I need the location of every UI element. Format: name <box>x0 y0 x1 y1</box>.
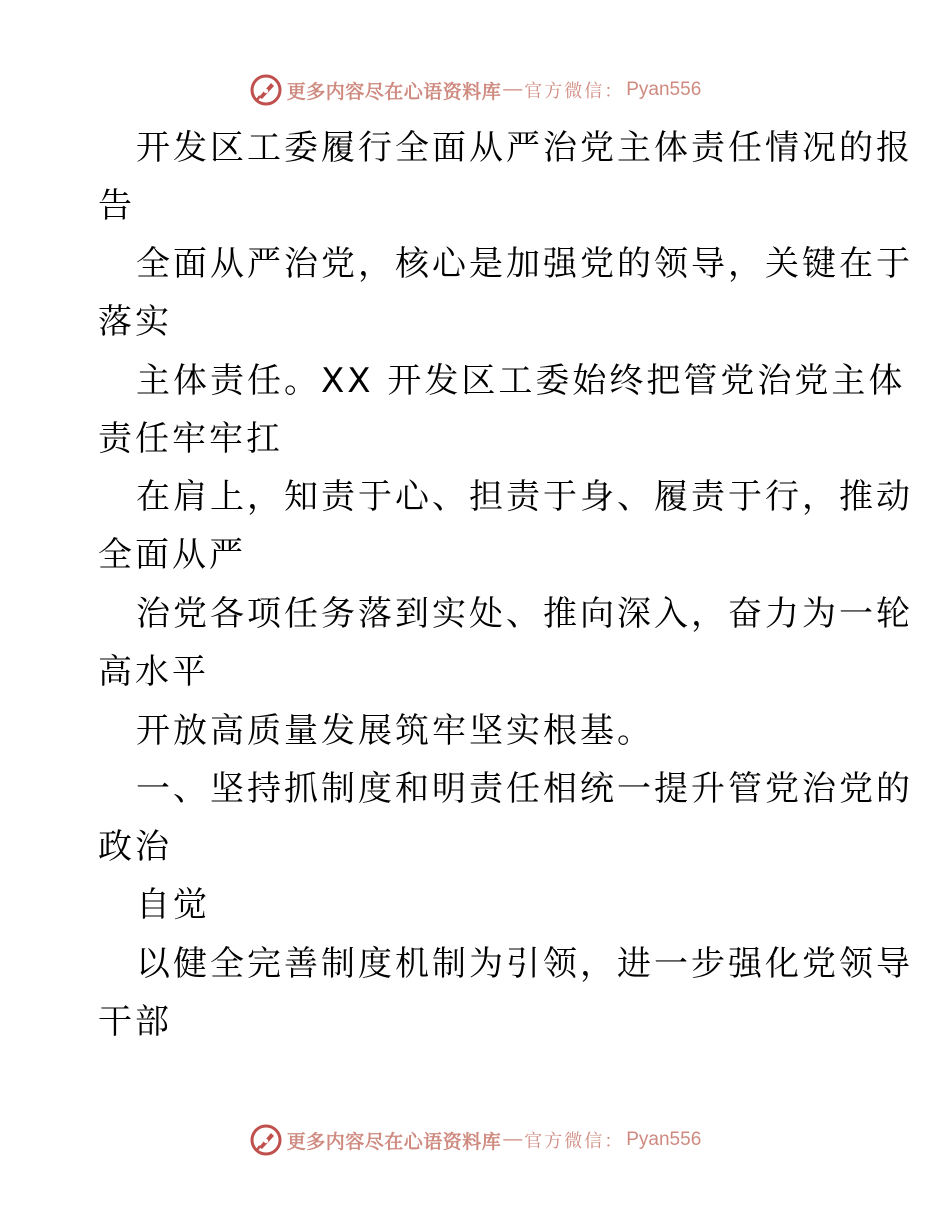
text-line: 以健全完善制度机制为引领，进一步强化党领导 <box>136 944 913 984</box>
text-line: 干部 <box>98 1002 172 1042</box>
text-line: 开放高质量发展筑牢坚实根基。 <box>136 711 654 751</box>
text-line: 在肩上，知责于心、担责于身、履责于行，推动 <box>136 477 913 517</box>
pen-nib-logo-icon <box>249 73 283 107</box>
text-line: 开发区工委履行全面从严治党主体责任情况的报 <box>136 128 913 168</box>
header-banner <box>0 68 950 112</box>
banner-text: 更多内容尽在心语资料库 <box>286 80 502 103</box>
wechat-id: Pyan556 <box>626 1129 702 1150</box>
section-heading: 政治 <box>98 827 172 867</box>
text-line: 自觉 <box>136 885 210 925</box>
text-line: 全面从严 <box>98 535 246 575</box>
text-line: 落实 <box>98 302 172 342</box>
text-line: 责任牢牢扛 <box>98 419 283 459</box>
banner-dash: — <box>503 1129 523 1150</box>
banner-text: 更多内容尽在心语资料库 <box>286 1130 502 1153</box>
text-line: 高水平 <box>98 652 209 692</box>
text-line: 主体责任。XX 开发区工委始终把管党治党主体 <box>136 361 906 401</box>
wechat-label: 官方微信： <box>524 81 625 102</box>
section-heading: 一、坚持抓制度和明责任相统一提升管党治党的 <box>136 769 913 809</box>
wechat-id: Pyan556 <box>626 79 702 100</box>
footer-banner <box>0 1118 950 1162</box>
text-line: 治党各项任务落到实处、推向深入，奋力为一轮 <box>136 594 913 634</box>
pen-nib-logo-icon <box>249 1123 283 1157</box>
wechat-label: 官方微信： <box>524 1131 625 1152</box>
text-line: 全面从严治党，核心是加强党的领导，关键在于 <box>136 244 913 284</box>
text-line: 告 <box>98 186 135 226</box>
banner-dash: — <box>503 79 523 100</box>
